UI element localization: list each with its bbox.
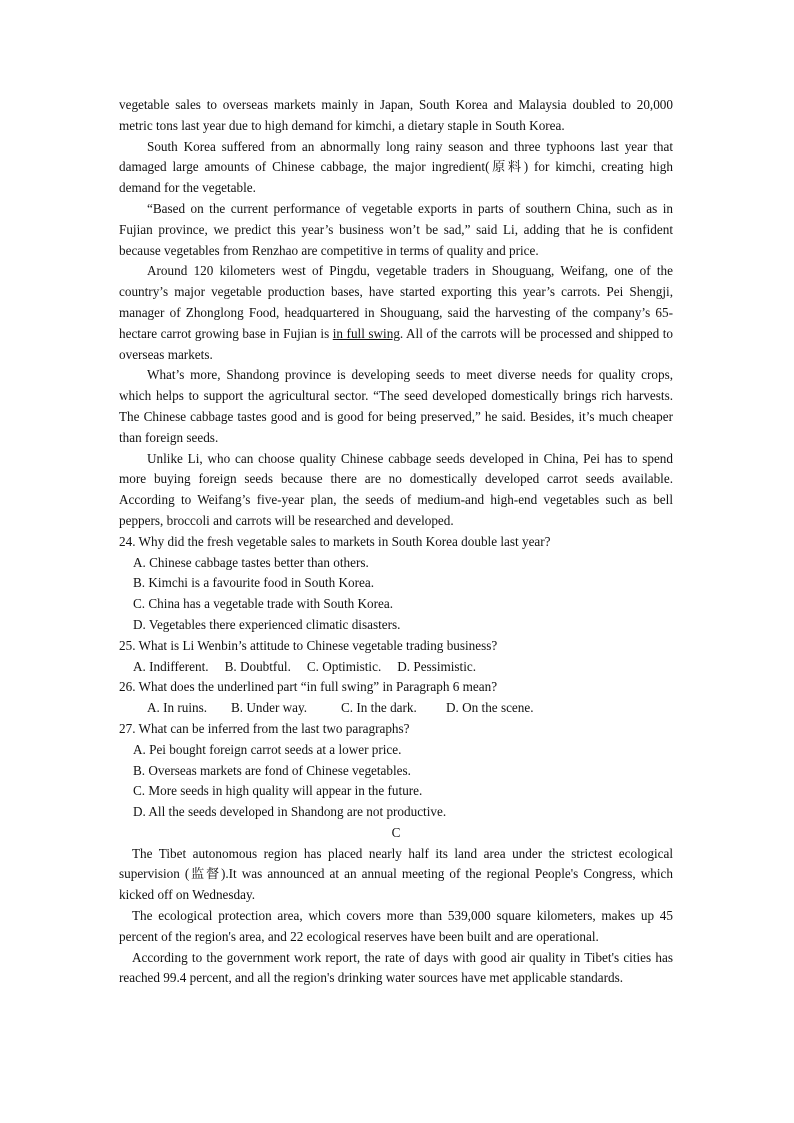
question-27-option-d: D. All the seeds developed in Shandong are not productive. (133, 804, 447, 820)
question-26-option-d: D. On the scene. (446, 700, 534, 716)
question-26-option-c: C. In the dark. (341, 700, 417, 716)
question-24-option-c: C. China has a vegetable trade with South Korea. (133, 596, 394, 612)
passage-b-paragraph-4 (119, 261, 673, 365)
underlined-phrase: in full swing (332, 325, 400, 341)
question-25-stem: 25. What is Li Wenbin’s attitude to Chinese vegetable trading business? (119, 637, 498, 653)
passage-b-paragraph-5: What’s more, Shandong province is developing seeds to meet diverse needs for quality crops, which helps to support the agricultural sector. “The seed developed domestically brings rich harvests. The Chinese cabbage tastes good and is good for being preserved,” he said. Besides, it’s much cheaper than foreign seeds. (119, 367, 673, 445)
question-25-option-b: B. Doubtful. (224, 658, 291, 674)
section-c-paragraph-1: The Tibet autonomous region has placed nearly half its land area under the strictest ecological supervision (监督).It was announced at an annual meeting of the regional People's Congress, which kicked off on Wednesday. (119, 845, 673, 903)
section-c-heading: C (391, 824, 401, 840)
question-24-stem: 24. Why did the fresh vegetable sales to markets in South Korea double last year? (119, 533, 551, 549)
question-25-option-d: D. Pessimistic. (397, 658, 477, 674)
question-26-options (119, 698, 673, 719)
passage-b-paragraph-2: South Korea suffered from an abnormally long rainy season and three typhoons last year that damaged large amounts of Chinese cabbage, the major ingredient(原料) for kimchi, creating high demand for the vegetable. (119, 138, 673, 196)
question-25-option-c: C. Optimistic. (306, 658, 382, 674)
section-c-paragraph-2: The ecological protection area, which covers more than 539,000 square kilometers, makes up 45 percent of the region's area, and 22 ecological reserves have been built and are operational. (119, 908, 673, 944)
question-25-options (119, 657, 673, 678)
question-26-stem: 26. What does the underlined part “in full swing” in Paragraph 6 mean? (119, 679, 498, 695)
question-24-option-a: A. Chinese cabbage tastes better than others. (133, 554, 369, 570)
question-26-option-b: B. Under way. (231, 700, 308, 716)
question-27-option-c: C. More seeds in high quality will appear in the future. (133, 783, 423, 799)
paragraph-4-text-before: Around 120 kilometers west of Pingdu, vegetable traders in Shouguang, Weifang, one of the country’s major vegetable production bases, have started exporting this year’s carrots. Pei Shengji, manager of Zhonglong Food, headquartered in Shouguang, said the harvesting of the company’s 65-hectare carrot growing base in Fujian is (119, 263, 673, 341)
document-page (119, 95, 673, 989)
question-26 (119, 677, 673, 719)
question-24-option-d: D. Vegetables there experienced climatic disasters. (133, 616, 401, 632)
question-25-option-a: A. Indifferent. (133, 658, 209, 674)
question-24 (119, 532, 673, 636)
question-27-stem: 27. What can be inferred from the last two paragraphs? (119, 720, 410, 736)
question-27-option-b: B. Overseas markets are fond of Chinese vegetables. (133, 762, 411, 778)
paragraph-4-text-after: . All of the carrots will be processed and shipped to overseas markets. (119, 325, 674, 362)
question-26-option-a: A. In ruins. (147, 700, 208, 716)
question-27-option-a: A. Pei bought foreign carrot seeds at a lower price. (133, 741, 402, 757)
passage-b-paragraph-6: Unlike Li, who can choose quality Chinese cabbage seeds developed in China, Pei has to spend more buying foreign seeds because there are no domestically developed carrot seeds available. According to Weifang’s five-year plan, the seeds of medium-and high-end vegetables such as bell peppers, broccoli and carrots will be researched and developed. (119, 450, 673, 528)
section-c-paragraph-3: According to the government work report, the rate of days with good air quality in Tibet's cities has reached 99.4 percent, and all the region's drinking water sources have met applicable standards. (119, 949, 673, 986)
question-24-option-b: B. Kimchi is a favourite food in South Korea. (133, 575, 374, 591)
passage-b-paragraph-3: “Based on the current performance of vegetable exports in parts of southern China, such as in Fujian province, we predict this year’s business won’t be sad,” said Li, adding that he is confident because vegetables from Renzhao are competitive in terms of quality and price. (119, 200, 673, 258)
question-27 (119, 719, 673, 823)
question-25 (119, 636, 673, 678)
passage-b-paragraph-1: vegetable sales to overseas markets mainly in Japan, South Korea and Malaysia doubled to 20,000 metric tons last year due to high demand for kimchi, a dietary staple in South Korea. (119, 97, 673, 133)
